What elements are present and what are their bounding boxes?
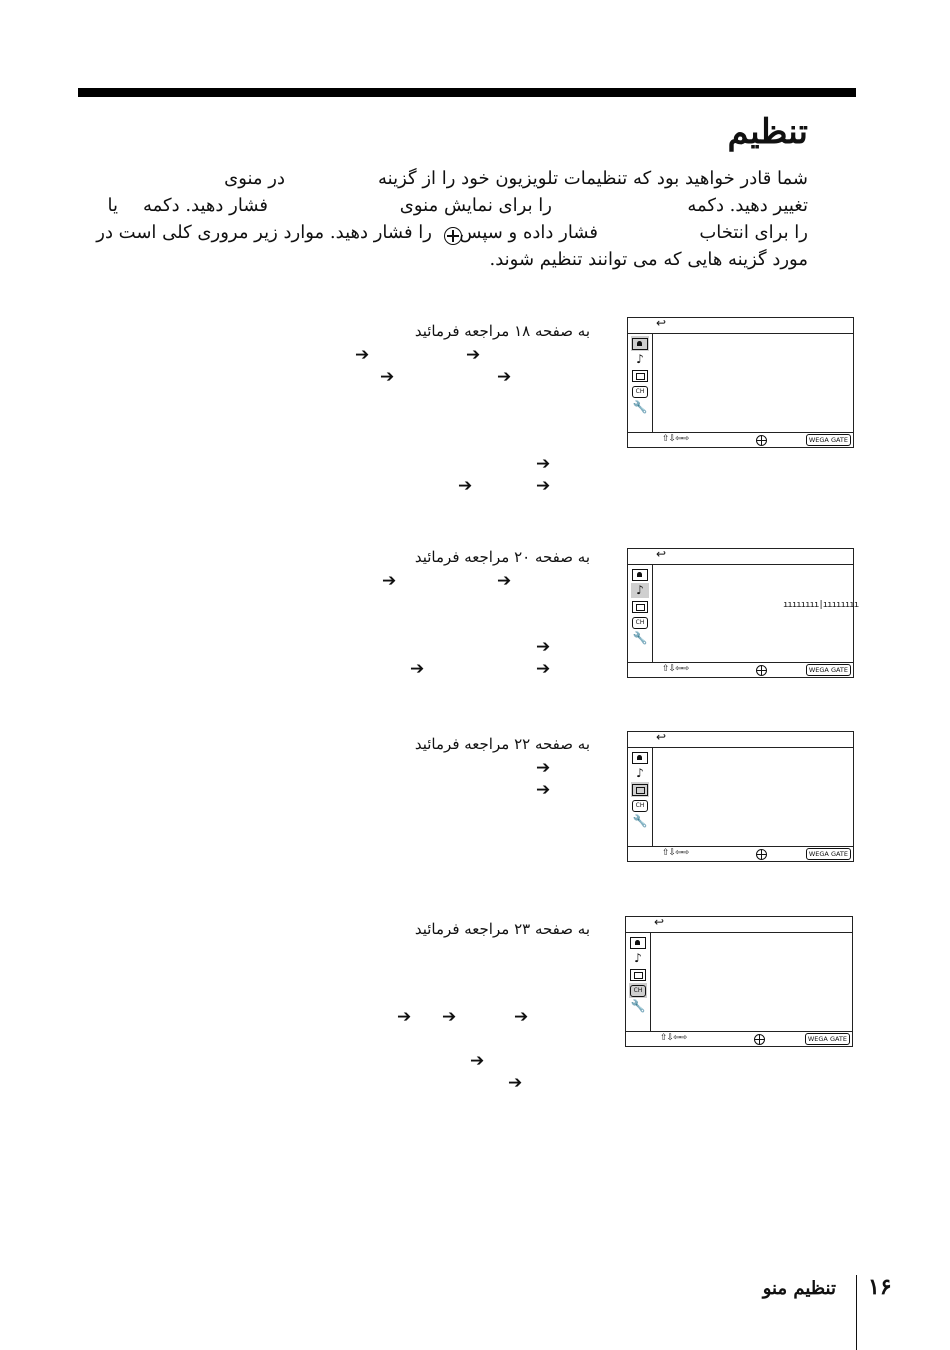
screen-menu-icon <box>629 967 647 982</box>
footer-divider <box>856 1275 857 1350</box>
setup-menu-icon: 🔧 <box>630 999 646 1013</box>
nav-arrows-icon: ⇧⇩⇦⇨ <box>662 848 689 858</box>
ok-button-icon <box>754 1034 765 1045</box>
sound-menu-icon: ♪ <box>631 583 649 598</box>
intro-line-1: شما قادر خواهید بود که تنظیمات تلویزیون خود را از گزینه <box>378 168 808 189</box>
back-icon: ↩ <box>656 730 667 744</box>
menu-screen-picture <box>627 317 854 448</box>
menu-screen-channel <box>625 916 853 1047</box>
arrow: ➔ <box>397 1007 412 1027</box>
intro-line-2d: یا <box>107 195 118 216</box>
arrow: ➔ <box>536 780 551 800</box>
section-3-ref: به صفحه ۲۲ مراجعه فرمائید <box>414 735 590 753</box>
wega-gate-icon: WEGA GATE <box>806 664 851 676</box>
ok-button-icon <box>756 435 767 446</box>
intro-line-3a: را برای انتخاب <box>699 222 808 243</box>
wega-gate-icon: WEGA GATE <box>805 1033 850 1045</box>
ok-button-icon <box>756 665 767 676</box>
wega-gate-icon: WEGA GATE <box>806 848 851 860</box>
section-4-ref: به صفحه ۲۳ مراجعه فرمائید <box>414 920 590 938</box>
page-number: ۱۶ <box>868 1274 892 1300</box>
arrow: ➔ <box>514 1007 529 1027</box>
footer-section-title: تنظیم منو <box>762 1278 836 1299</box>
intro-line-2c: فشار دهید. دکمه <box>142 195 268 216</box>
arrow: ➔ <box>458 476 473 496</box>
intro-line-2b: را برای نمایش منوی <box>399 195 552 216</box>
arrow: ➔ <box>355 345 370 365</box>
picture-menu-icon <box>631 750 649 765</box>
arrow: ➔ <box>536 659 551 679</box>
arrow: ➔ <box>442 1007 457 1027</box>
section-1-ref: به صفحه ۱۸ مراجعه فرمائید <box>414 322 590 340</box>
arrow: ➔ <box>470 1051 485 1071</box>
intro-line-3c: را فشار دهید. موارد زیر مروری کلی است در <box>96 222 432 243</box>
intro-line-2a: تغییر دهید. دکمه <box>687 195 808 216</box>
page-title: تنظیم <box>727 112 808 152</box>
channel-menu-icon: CH <box>631 798 649 813</box>
ok-button-icon <box>756 849 767 860</box>
arrow: ➔ <box>536 758 551 778</box>
back-icon: ↩ <box>656 316 667 330</box>
screen-menu-icon <box>631 782 649 797</box>
picture-menu-icon <box>631 336 649 351</box>
arrow: ➔ <box>497 571 512 591</box>
sound-menu-icon: ♪ <box>636 352 644 366</box>
arrow: ➔ <box>466 345 481 365</box>
arrow: ➔ <box>536 454 551 474</box>
setup-menu-icon: 🔧 <box>632 631 648 645</box>
picture-menu-icon <box>629 935 647 950</box>
nav-arrows-icon: ⇧⇩⇦⇨ <box>660 1033 687 1043</box>
nav-arrows-icon: ⇧⇩⇦⇨ <box>662 434 689 444</box>
sound-menu-icon: ♪ <box>634 951 642 965</box>
channel-menu-icon: CH <box>631 384 649 399</box>
intro-line-3b: فشار داده و سپس <box>459 222 598 243</box>
wega-gate-icon: WEGA GATE <box>806 434 851 446</box>
menu-screen-screen <box>627 731 854 862</box>
arrow: ➔ <box>380 367 395 387</box>
nav-arrows-icon: ⇧⇩⇦⇨ <box>662 664 689 674</box>
channel-menu-icon: CH <box>629 983 647 998</box>
setup-menu-icon: 🔧 <box>632 400 648 414</box>
intro-line-4: مورد گزینه هایی که می توانند تنظیم شوند. <box>489 249 808 270</box>
arrow: ➔ <box>497 367 512 387</box>
level-slider: ıııııııı|ıııııııı <box>783 600 859 610</box>
arrow: ➔ <box>508 1073 523 1093</box>
menu-screen-sound <box>627 547 859 678</box>
header-rule <box>78 88 856 97</box>
sound-menu-icon: ♪ <box>636 766 644 780</box>
screen-menu-icon <box>631 368 649 383</box>
channel-menu-icon: CH <box>631 615 649 630</box>
back-icon: ↩ <box>654 915 665 929</box>
arrow: ➔ <box>382 571 397 591</box>
picture-menu-icon <box>631 567 649 582</box>
arrow: ➔ <box>536 476 551 496</box>
section-2-ref: به صفحه ۲۰ مراجعه فرمائید <box>414 548 590 566</box>
intro-line-1b: در منوی <box>224 168 285 189</box>
setup-menu-icon: 🔧 <box>632 814 648 828</box>
plus-button-icon <box>441 227 465 246</box>
arrow: ➔ <box>410 659 425 679</box>
screen-menu-icon <box>631 599 649 614</box>
back-icon: ↩ <box>656 547 667 561</box>
arrow: ➔ <box>536 637 551 657</box>
